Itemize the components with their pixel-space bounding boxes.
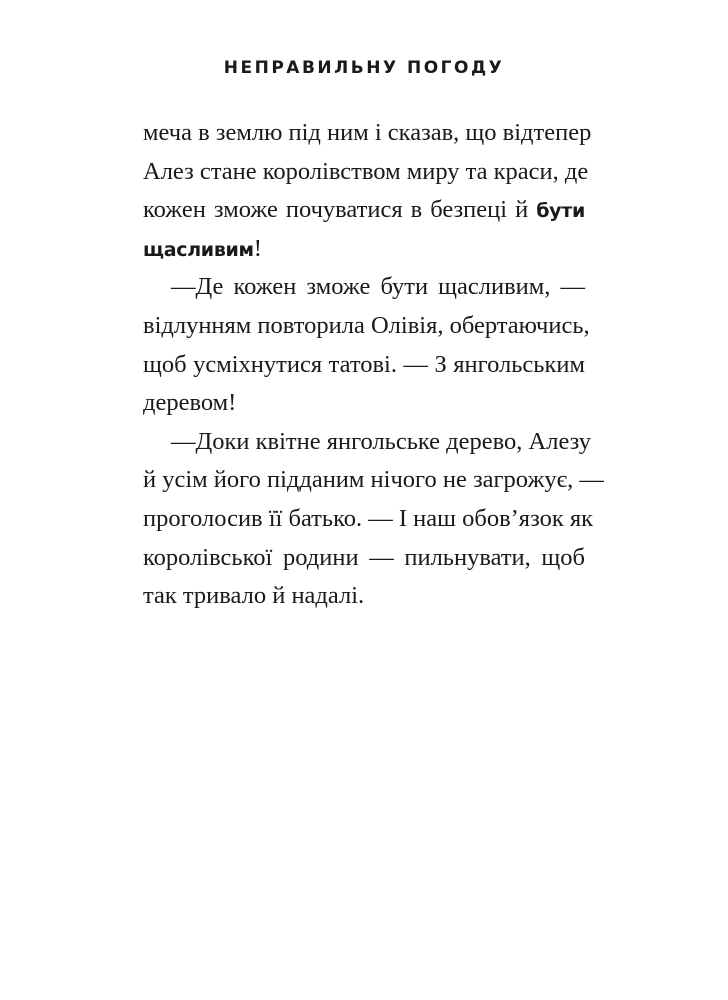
text-line: —Де кожен зможе бути щасливим, — — [171, 273, 585, 301]
emphasized-word: щасливим — [143, 238, 254, 261]
text-line: королівської родини — пильнувати, щоб — [143, 543, 585, 571]
body-text — [143, 114, 604, 616]
text-line: щоб усміхнутися татові. — З янгольським — [143, 350, 585, 378]
text-line — [143, 191, 585, 230]
text-line: проголосив її батько. — І наш обов’язок як — [143, 504, 594, 532]
text-line: й усім його підданим нічого не загрожує, — — [143, 466, 604, 494]
text-line: меча в землю під ним і сказав, що відтепер — [143, 119, 592, 146]
text-line: Алез стане королівством миру та краси, де — [143, 157, 589, 185]
running-head: НЕПРАВИЛЬНУ ПОГОДУ — [223, 58, 505, 78]
text-fragment: кожен зможе почуватися в безпеці й — [143, 196, 537, 224]
text-line: так тривало й надалі. — [143, 582, 365, 610]
text-fragment: ! — [253, 234, 262, 262]
text-line — [143, 230, 585, 269]
text-line: —Доки квітне янгольське дерево, Алезу — [171, 427, 592, 455]
text-line: відлунням повторила Олівія, обертаючись, — [143, 311, 590, 339]
emphasized-word: бути — [536, 200, 585, 223]
text-line: деревом! — [143, 389, 237, 417]
